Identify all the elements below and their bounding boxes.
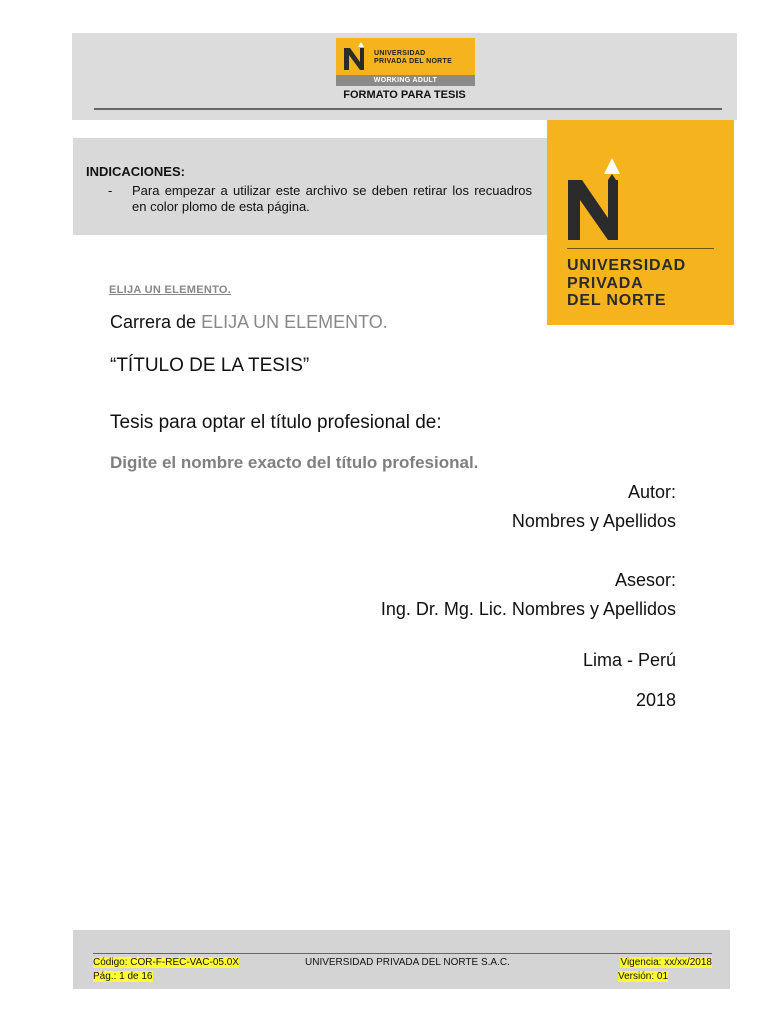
advisor-name[interactable]: Ing. Dr. Mg. Lic. Nombres y Apellidos [380,599,676,619]
n-logo-icon [342,42,368,72]
career-label: Carrera de [110,312,197,332]
career-select-field[interactable]: ELIJA UN ELEMENTO. [201,312,388,332]
indications-text: Para empezar a utilizar este archivo se deben retirar los recuadros en color plomo de esta página. [132,183,532,214]
header-divider [94,108,722,110]
n-logo-icon [564,158,628,244]
logo-divider [567,248,714,249]
university-logo [547,120,734,325]
logo-line1: UNIVERSIDAD [567,257,687,274]
author-name[interactable]: Nombres y Apellidos [511,511,676,531]
version: Versión: 01 [618,971,669,982]
advisor-label: Asesor: [614,570,676,590]
validity-date: Vigencia: xx/xx/2018 [620,957,712,968]
degree-name-field[interactable]: Digite el nombre exacto del título profesional. [110,453,479,472]
footer-divider [93,953,712,954]
logo-line2: PRIVADA [567,275,644,292]
header-university-logo [336,38,475,86]
document-header-title: FORMATO PARA TESIS [343,89,466,101]
place: Lima - Perú [582,650,676,670]
logo-line3: DEL NORTE [567,292,667,309]
working-adult-band: WORKING ADULT [336,75,475,86]
degree-intro: Tesis para optar el título profesional de: [110,412,442,433]
indications-title: INDICACIONES: [86,164,185,179]
footer-organization: UNIVERSIDAD PRIVADA DEL NORTE S.A.C. [305,957,510,968]
document-code: Código: COR-F-REC-VAC-05.0X [93,957,239,968]
logo-small-line2: PRIVADA DEL NORTE [374,58,453,65]
page-number: Pág.: 1 de 16 [93,971,153,982]
author-label: Autor: [627,482,676,502]
indications-bullet: - [108,183,113,198]
year: 2018 [635,690,676,710]
logo-small-line1: UNIVERSIDAD [374,50,426,57]
element-select-field[interactable]: ELIJA UN ELEMENTO. [109,284,232,296]
career-line [110,312,388,333]
thesis-title[interactable]: “TÍTULO DE LA TESIS” [110,355,310,376]
